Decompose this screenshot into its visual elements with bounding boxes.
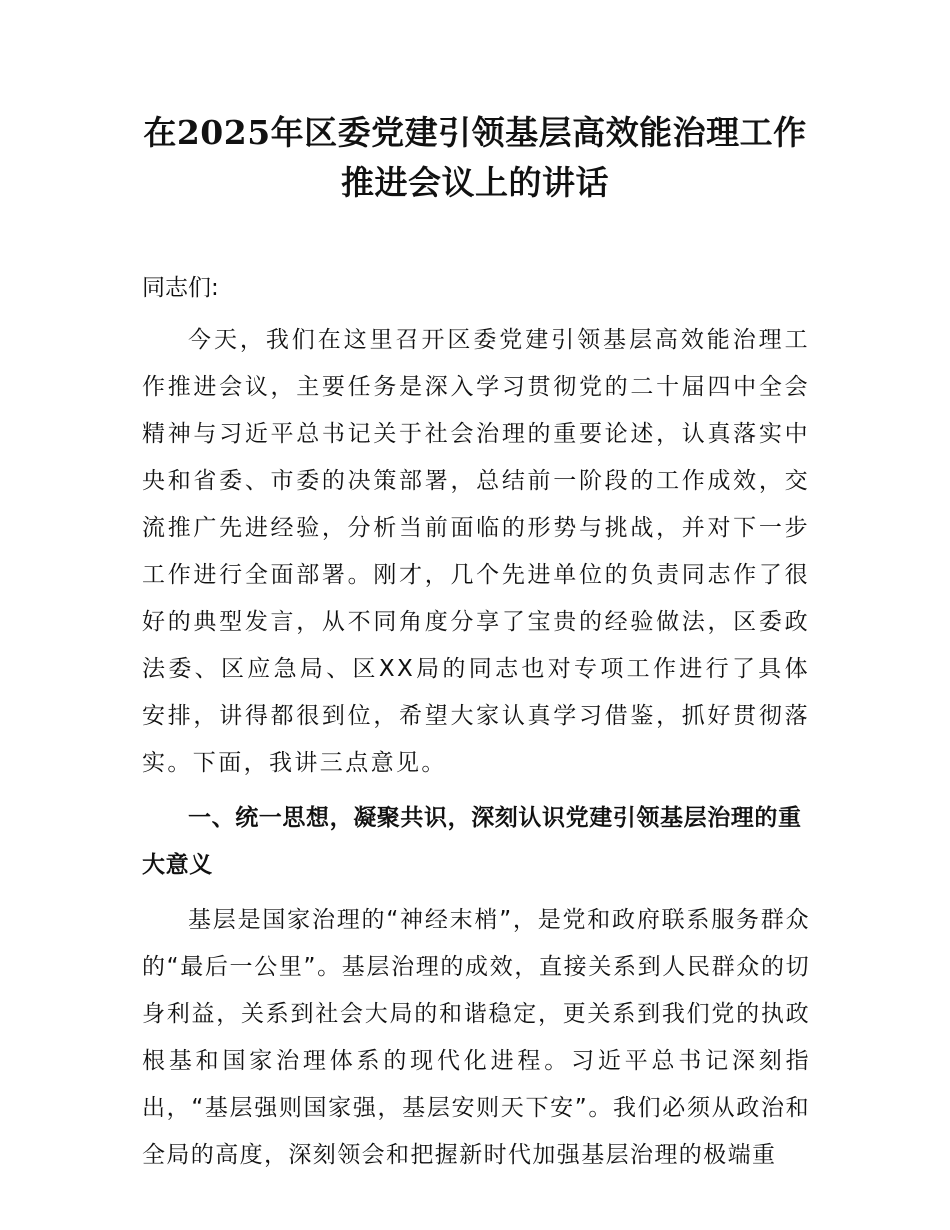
title-line-2: 推进会议上的讲话 (341, 163, 609, 202)
document-body (142, 265, 810, 1179)
paragraph-intro: 今天，我们在这里召开区委党建引领基层高效能治理工作推进会议，主要任务是深入学习贯彻党的二十届四中全会精神与习近平总书记关于社会治理的重要论述，认真落实中央和省委、市委的决策部署，总结前一阶段的工作成效，交流推广先进经验，分析当前面临的形势与挑战，并对下一步工作进行全面部署。刚才，几个先进单位的负责同志作了很好的典型发言，从不同角度分享了宝贵的经验做法，区委政法委、区应急局、区XX局的同志也对专项工作进行了具体安排，讲得都很到位，希望大家认真学习借鉴，抓好贯彻落实。下面，我讲三点意见。 (142, 327, 810, 776)
section-heading-1: 一、统一思想，凝聚共识，深刻认识党建引领基层治理的重大意义 (142, 805, 802, 878)
paragraph-section-1: 基层是国家治理的“神经末梢”，是党和政府联系服务群众的“最后一公里”。基层治理的成效，直接关系到人民群众的切身利益，关系到社会大局的和谐稳定，更关系到我们党的执政根基和国家治理体系的现代化进程。习近平总书记深刻指出，“基层强则国家强，基层安则天下安”。我们必须从政治和全局的高度，深刻领会和把握新时代加强基层治理的极端重 (142, 907, 810, 1168)
title-line-1: 在2025年区委党建引领基层高效能治理工作 (143, 113, 807, 152)
salutation: 同志们: (142, 275, 219, 301)
document-title (100, 108, 850, 208)
